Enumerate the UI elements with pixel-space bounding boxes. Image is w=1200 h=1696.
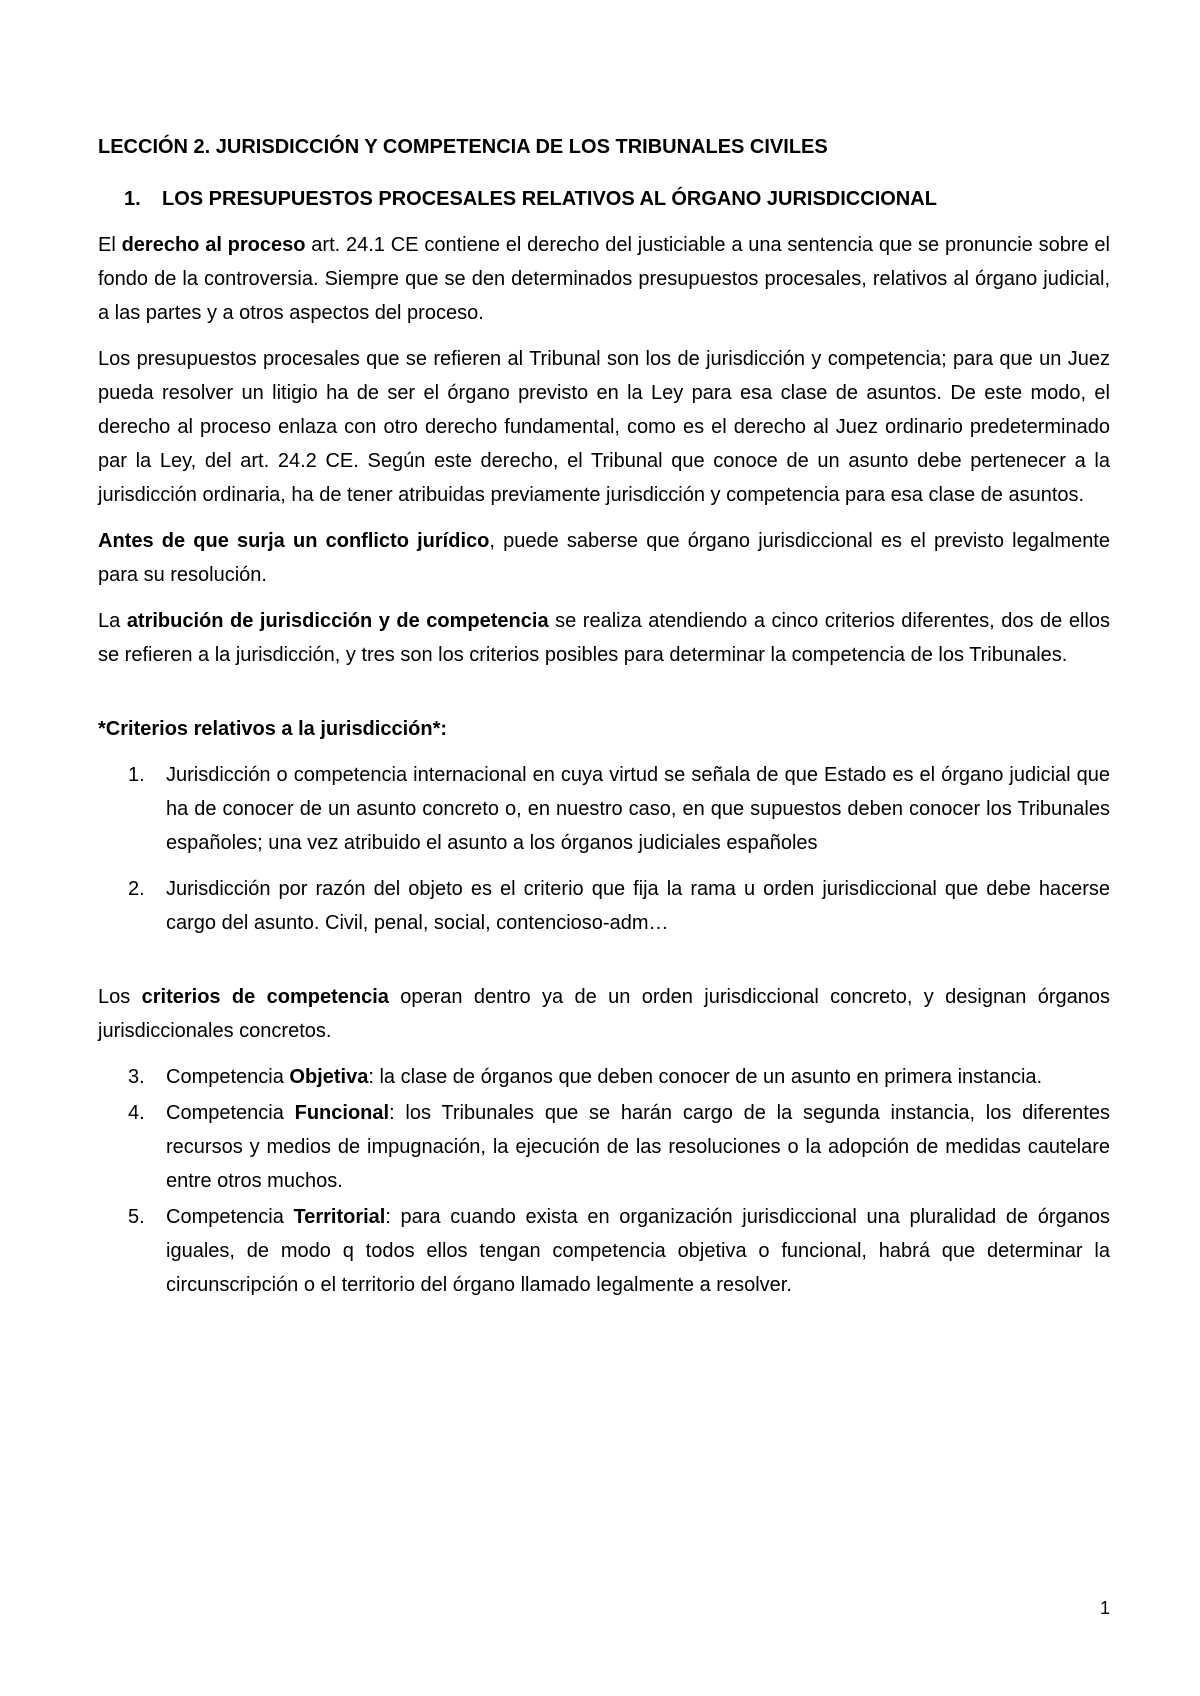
criteria-jurisdiction-heading [98, 712, 1110, 746]
text-run: art. 24.1 CE contiene el derecho del justiciable a una sentencia que se pronuncie sobre el fondo de la controversia. Siempre que se den determinados presupuestos procesales, relativos al órgano judicial, a las partes y a otros aspectos del proceso. [98, 234, 1110, 324]
text-run: El [98, 234, 122, 256]
list-text: Jurisdicción por razón del objeto es el criterio que fija la rama u orden jurisdiccional que debe hacerse cargo del asunto. Civil, penal, social, contencioso-adm… [166, 878, 1110, 934]
text-run: Competencia [166, 1102, 295, 1124]
bold-term: Objetiva [289, 1066, 369, 1088]
text-run: La [98, 610, 127, 632]
competence-criteria-list [98, 1060, 1110, 1302]
text-run: : para cuando exista en organización jurisdiccional una pluralidad de órganos iguales, de modo q todos ellos tengan competencia objetiva o funcional, habrá que determinar la circunscripción o el territorio del órgano llamado legalmente a resolver. [166, 1206, 1110, 1296]
bold-term: Antes de que surja un conflicto jurídico [98, 530, 490, 552]
bold-term: Territorial [293, 1206, 386, 1228]
text-run: Competencia [166, 1066, 290, 1088]
text-run: : la clase de órganos que deben conocer de un asunto en primera instancia. [368, 1066, 1043, 1088]
list-number: 1. [128, 764, 145, 786]
text-run: se realiza atendiendo a cinco criterios diferentes, dos de ellos se refieren a la jurisdicción, y tres son los criterios posibles para determinar la competencia de los Tribunales. [98, 610, 1110, 666]
spacer [98, 952, 1110, 980]
spacer [98, 684, 1110, 712]
page-number: 1 [1099, 1598, 1110, 1618]
text-run: Competencia [166, 1206, 294, 1228]
text-run: : los Tribunales que se harán cargo de la segunda instancia, los diferentes recursos y medios de impugnación, la ejecución de las resoluciones o la adopción de medidas cautelare entre otros muchos. [166, 1102, 1110, 1192]
bold-term: criterios de competencia [141, 986, 389, 1008]
list-text: Jurisdicción o competencia internacional en cuya virtud se señala de que Estado es el órgano judicial que ha de conocer de un asunto concreto o, en nuestro caso, en que supuestos deben conocer los Tribunales españoles; una vez atribuido el asunto a los órganos judiciales españoles [166, 764, 1110, 854]
text-run: , puede saberse que órgano jurisdiccional es el previsto legalmente para su resolución. [98, 530, 1110, 586]
list-text [166, 1060, 1110, 1094]
document-page [98, 130, 1110, 1314]
paragraph-presupuestos: Los presupuestos procesales que se refieren al Tribunal son los de jurisdicción y competencia; para que un Juez pueda resolver un litigio ha de ser el órgano previsto en la Ley para esa clase de asuntos. De este modo, el derecho al proceso enlaza con otro derecho fundamental, como es el derecho al Juez ordinario predeterminado par la Ley, del art. 24.2 CE. Según este derecho, el Tribunal que conoce de un asunto debe pertenecer a la jurisdicción ordinaria, ha de tener atribuidas previamente jurisdicción y competencia para esa clase de asuntos. [98, 348, 1110, 506]
list-item [98, 1060, 1110, 1094]
list-item [98, 872, 1110, 940]
jurisdiction-criteria-list [98, 758, 1110, 940]
list-text [166, 1200, 1110, 1302]
section-heading-text: LOS PRESUPUESTOS PROCESALES RELATIVOS AL ÓRGANO JURISDICCIONAL [162, 188, 937, 210]
paragraph-criterios-competencia [98, 980, 1110, 1048]
list-item [98, 758, 1110, 860]
bold-term: derecho al proceso [121, 234, 306, 256]
list-item [98, 1096, 1110, 1198]
section-number: 1. [124, 188, 141, 210]
paragraph-atribucion [98, 604, 1110, 672]
bold-term: atribución de jurisdicción y de competencia [126, 610, 549, 632]
bold-term: Funcional [294, 1102, 390, 1124]
text-run: Los [98, 986, 142, 1008]
lesson-title: LECCIÓN 2. JURISDICCIÓN Y COMPETENCIA DE LOS TRIBUNALES CIVILES [98, 136, 828, 158]
text-run: operan dentro ya de un orden jurisdiccional concreto, y designan órganos jurisdiccionales concretos. [98, 986, 1110, 1042]
list-item [98, 1200, 1110, 1302]
list-number: 4. [128, 1102, 145, 1124]
paragraph-antes-conflicto [98, 524, 1110, 592]
section-heading [98, 182, 1110, 216]
list-number: 5. [128, 1206, 145, 1228]
list-text [166, 1096, 1110, 1198]
bold-heading: *Criterios relativos a la jurisdicción*: [98, 718, 448, 740]
list-number: 3. [128, 1066, 145, 1088]
list-number: 2. [128, 878, 145, 900]
paragraph-derecho-proceso [98, 228, 1110, 330]
